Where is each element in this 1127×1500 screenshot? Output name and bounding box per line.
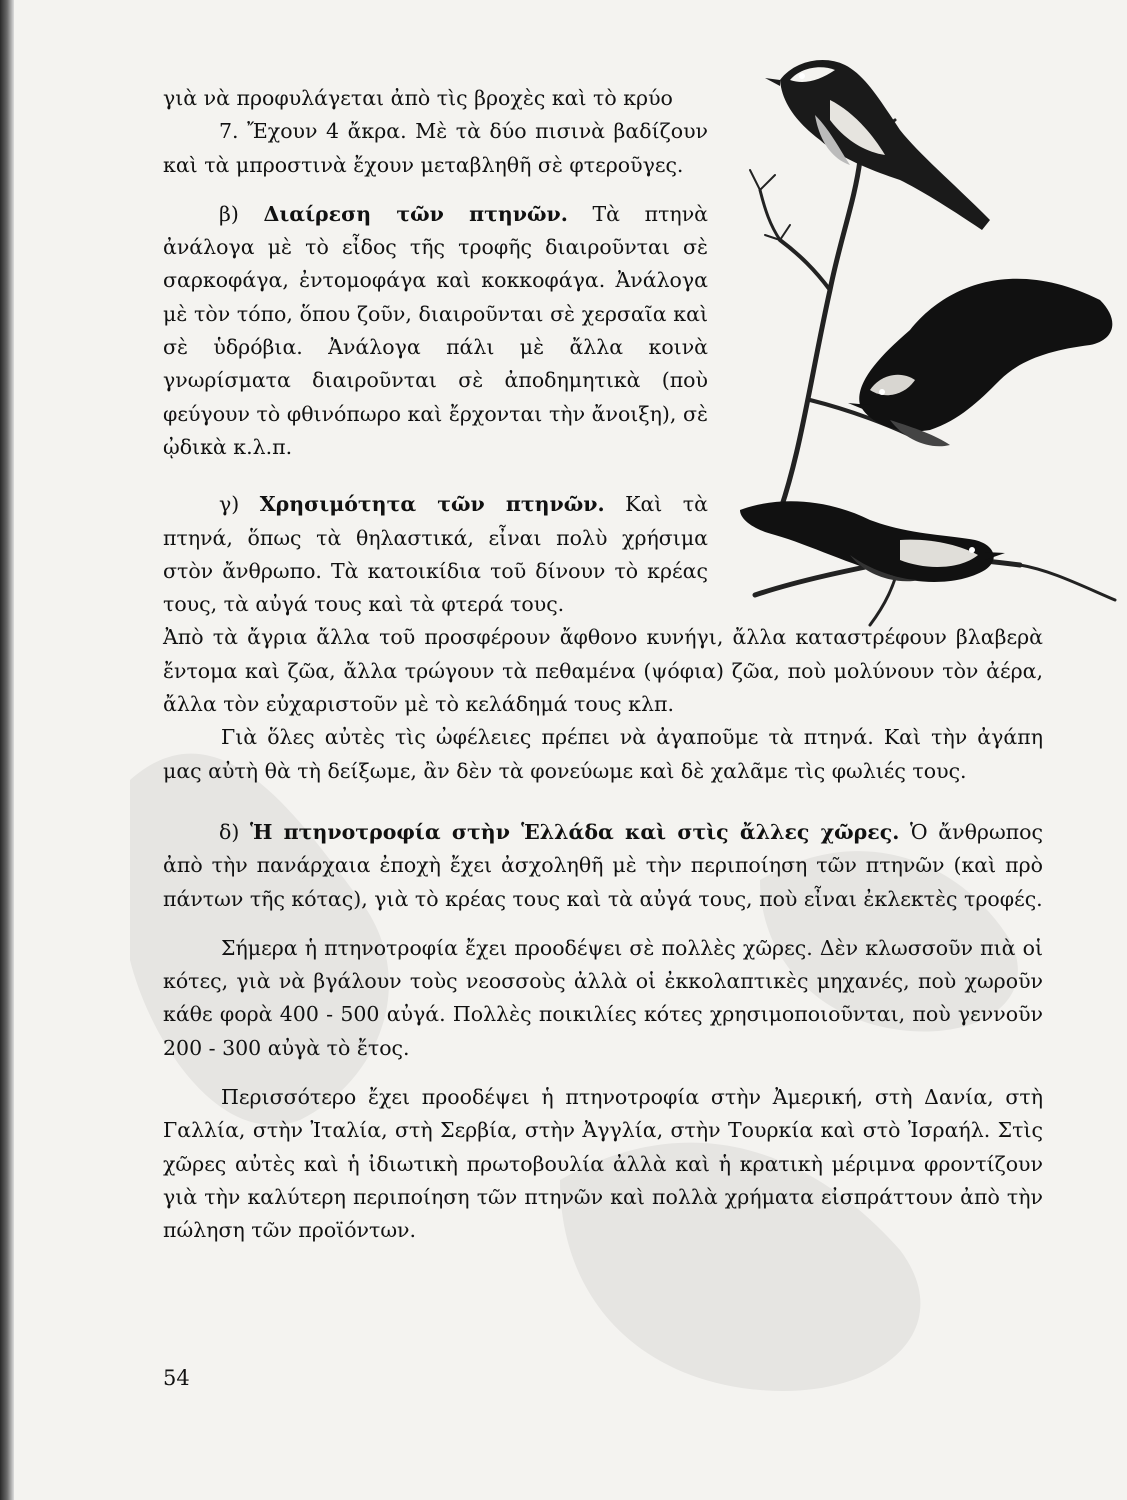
section-b-marker: β) [219, 201, 239, 226]
section-d-paragraph-2: Σήμερα ἡ πτηνοτροφία ἔχει προοδέψει σὲ πολλὲς χῶρες. Δὲν κλωσσοῦν πιὰ οἱ κότες, γιὰ νὰ βγάλουν τοὺς νεοσσοὺς ἀλλὰ οἱ ἐκκολαπτικὲς μηχανές, ποὺ χωροῦν κάθε φορὰ 400 - 500 αὐγά. Πολλὲς ποικιλίες κότες χρησιμοποιοῦνται, ποὺ γεννοῦν 200 - 300 αὐγὰ τὸ ἔτος. [163, 935, 1043, 1060]
section-c-paragraph [163, 488, 708, 621]
page-number: 54 [163, 1366, 190, 1390]
section-c-marker: γ) [219, 492, 240, 517]
section-c-continuation: Ἀπὸ τὰ ἄγρια ἄλλα τοῦ προσφέρουν ἄφθονο κυνήγι, ἄλλα καταστρέφουν βλαβερὰ ἔντομα καὶ ζῶα, ἄλλα τρώγουν τὰ πεθαμένα (ψόφια) ζῶα, ποὺ μολύνουν τὸν ἀέρα, ἄλλα τὸν εὐχαριστοῦν μὲ τὸ κελάδημά τους κλπ. [163, 625, 1043, 717]
section-d-text: Ὁ ἄνθρωπος ἀπὸ τὴν πανάρχαια ἐποχὴ ἔχει ἀσχοληθῆ μὲ τὴν περιποίηση τῶν πτηνῶν (καὶ πρὸ πάντων τῆς κότας), γιὰ τὸ κρέας τους καὶ τὰ αὐγά τους, ποὺ εἶναι ἐκλεκτὲς τροφές. [163, 819, 1043, 911]
continuation-paragraph: γιὰ νὰ προφυλάγεται ἀπὸ τὶς βροχὲς καὶ τὸ κρύο [163, 86, 673, 110]
section-c-heading: Χρησιμότητα τῶν πτηνῶν. [259, 492, 605, 517]
section-d-marker: δ) [219, 819, 240, 844]
section-b-text: Τὰ πτηνὰ ἀνάλογα μὲ τὸ εἶδος τῆς τροφῆς διαιροῦνται σὲ σαρκοφάγα, ἐντομοφάγα καὶ κοκκοφάγα. Ἀνάλογα μὲ τὸν τόπο, ὅπου ζοῦν, διαιροῦνται σὲ χερσαῖα καὶ σὲ ὑδρόβια. Ἀνάλογα πάλι μὲ ἄλλα κοινὰ γνωρίσματα διαιροῦνται σὲ ἀποδημητικὰ (ποὺ φεύγουν τὸ φθινόπωρο καὶ ἔρχονται τὴν ἄνοιξη), σὲ ᾠδικὰ κ.λ.π. [163, 201, 708, 459]
section-d-heading: Ἡ πτηνοτροφία στὴν Ἑλλάδα καὶ στὶς ἄλλες χῶρες. [249, 819, 900, 844]
section-d-paragraph [163, 816, 1043, 916]
section-c-text: Καὶ τὰ πτηνά, ὅπως τὰ θηλαστικά, εἶναι πολὺ χρήσιμα στὸν ἄνθρωπο. Τὰ κατοικίδια τοῦ δίνουν τὸ κρέας τους, τὰ αὐγά τους καὶ τὰ φτερά τους. [163, 492, 708, 617]
section-b-heading: Διαίρεση τῶν πτηνῶν. [263, 201, 568, 226]
section-c-love-paragraph: Γιὰ ὅλες αὐτὲς τὶς ὠφέλειες πρέπει νὰ ἀγαποῦμε τὰ πτηνά. Καὶ τὴν ἀγάπη μας αὐτὴ θὰ τὴ δείξωμε, ἂν δὲν τὰ φονεύωμε καὶ δὲ χαλᾶμε τὶς φωλιές τους. [163, 725, 1043, 783]
section-b-paragraph [163, 198, 708, 464]
item-7-paragraph: 7. Ἔχουν 4 ἄκρα. Μὲ τὰ δύο πισινὰ βαδίζουν καὶ τὰ μπροστινὰ ἔχουν μεταβληθῆ σὲ φτεροῦγες. [163, 119, 708, 177]
book-gutter-edge [0, 0, 14, 1500]
page-text [163, 82, 1043, 1248]
section-d-paragraph-3: Περισσότερο ἔχει προοδέψει ἡ πτηνοτροφία στὴν Ἀμερική, στὴ Δανία, στὴ Γαλλία, στὴν Ἰταλία, στὴ Σερβία, στὴν Ἀγγλία, στὴν Τουρκία καὶ στὸ Ἰσραήλ. Στὶς χῶρες αὐτὲς καὶ ἡ ἰδιωτικὴ πρωτοβουλία ἀλλὰ καὶ ἡ κρατικὴ μέριμνα φροντίζουν γιὰ τὴν καλύτερη περιποίηση τῶν πτηνῶν καὶ πολλὰ χρήματα εἰσπράττουν ἀπὸ τὴν πώληση τῶν προϊόντων. [163, 1085, 1043, 1243]
